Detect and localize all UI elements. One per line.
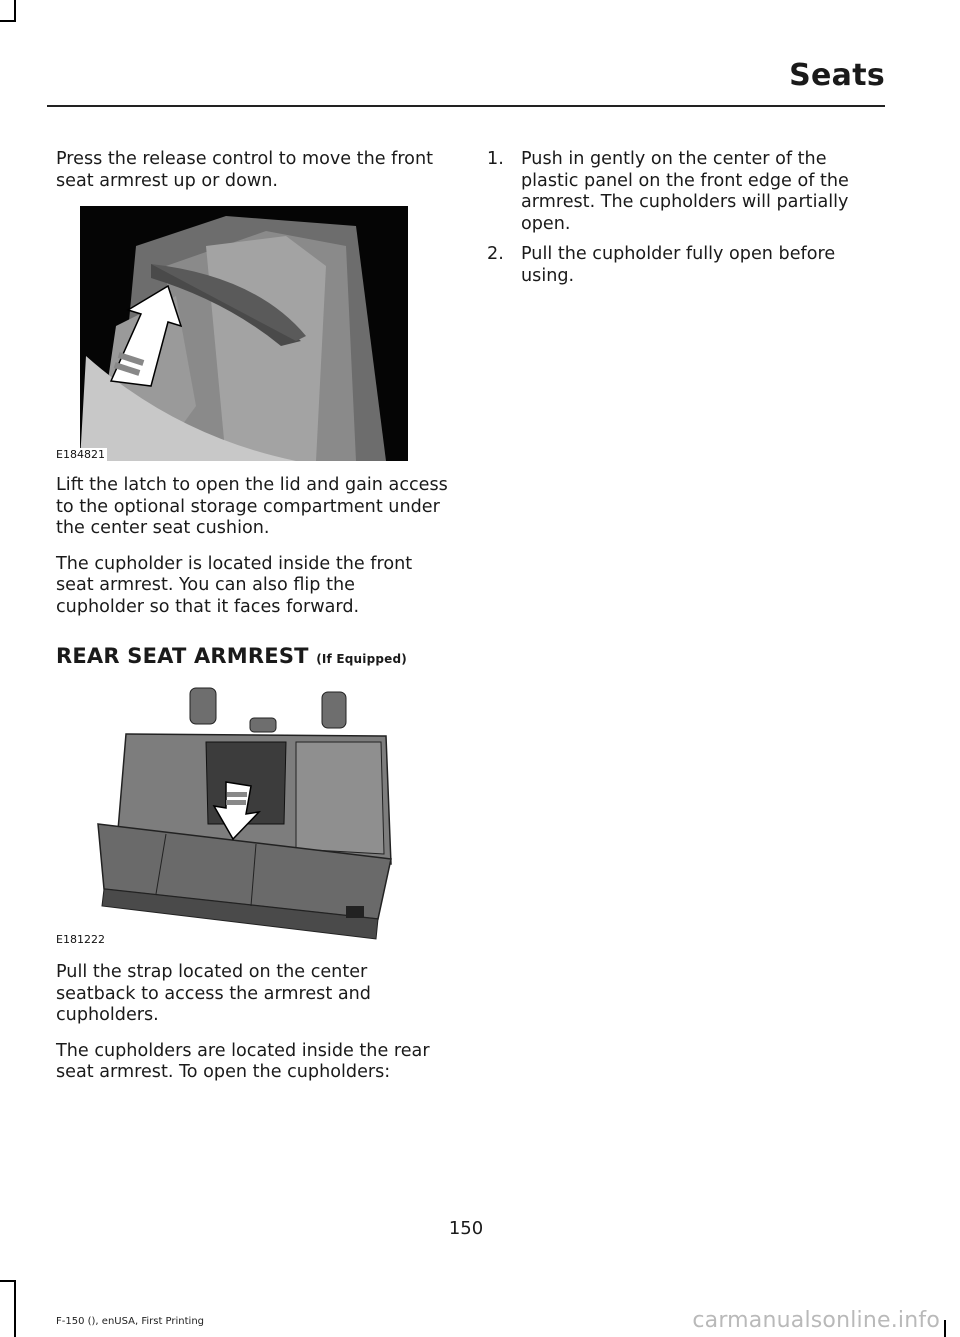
watermark-link[interactable]: carmanualsonline.info xyxy=(692,1308,940,1333)
left-column xyxy=(56,149,448,1098)
page-number: 150 xyxy=(448,1218,484,1239)
figure-label: E181222 xyxy=(56,933,105,946)
step-number: 1. xyxy=(487,149,504,169)
rear-seat-illustration xyxy=(56,684,408,946)
front-armrest-illustration xyxy=(56,206,408,461)
page-header-title: Seats xyxy=(789,58,885,93)
edition-footer: F-150 (), enUSA, First Printing xyxy=(56,1316,205,1327)
list-item xyxy=(487,244,877,287)
rear-cupholders-paragraph: The cupholders are located inside the rear seat armrest. To open the cupholders: xyxy=(56,1040,430,1082)
list-item xyxy=(487,149,877,235)
right-column xyxy=(487,149,877,296)
crop-mark-bottom-right xyxy=(944,1320,946,1337)
step-number: 2. xyxy=(487,244,504,264)
armrest-control-paragraph: Press the release control to move the front seat armrest up or down. xyxy=(56,149,433,191)
strap-paragraph: Pull the strap located on the center seatback to access the armrest and cupholders. xyxy=(56,962,371,1025)
rear-seat-figure xyxy=(56,684,408,946)
latch-paragraph: Lift the latch to open the lid and gain access to the optional storage compartment under the center seat cushion. xyxy=(56,475,448,538)
section-qualifier: (If Equipped) xyxy=(316,652,407,666)
figure-label: E184821 xyxy=(56,448,105,461)
cupholder-steps-list xyxy=(487,149,877,287)
crop-mark-top-left-h xyxy=(0,20,16,22)
front-cupholder-paragraph: The cupholder is located inside the front seat armrest. You can also flip the cupholder so that it faces forward. xyxy=(56,553,413,617)
step-text: Push in gently on the center of the plastic panel on the front edge of the armrest. The cupholders will partially open. xyxy=(521,149,849,234)
section-title: REAR SEAT ARMREST xyxy=(56,644,309,668)
section-heading-rear-seat-armrest xyxy=(56,644,448,668)
header-rule xyxy=(47,105,885,107)
step-text: Pull the cupholder fully open before using. xyxy=(521,244,836,286)
crop-mark-top-left xyxy=(14,0,16,20)
crop-mark-bottom-left-h xyxy=(0,1280,16,1282)
crop-mark-bottom-left xyxy=(14,1280,16,1337)
front-armrest-figure xyxy=(56,206,408,461)
